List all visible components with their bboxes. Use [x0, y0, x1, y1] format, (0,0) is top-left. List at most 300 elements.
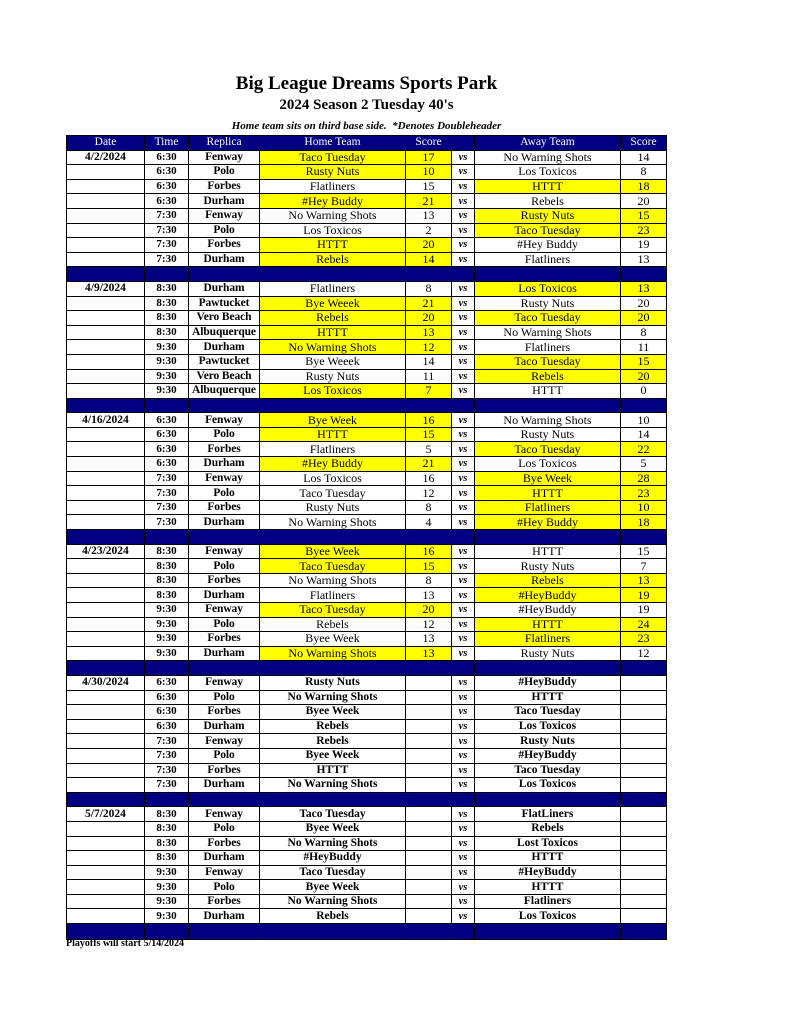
home-score-cell: 16: [406, 545, 452, 559]
vs-label: vs: [452, 151, 475, 165]
home-team-cell: No Warning Shots: [260, 895, 406, 909]
vs-label: vs: [452, 676, 475, 690]
time-cell: 9:30: [145, 618, 189, 632]
time-cell: 7:30: [145, 472, 189, 486]
away-team-cell: Rusty Nuts: [475, 297, 621, 311]
game-row: [67, 720, 666, 735]
time-cell: 8:30: [145, 559, 189, 573]
time-cell: 8:30: [145, 851, 189, 865]
away-score-cell: 22: [621, 442, 666, 456]
week-separator-row: [67, 399, 666, 414]
time-cell: 8:30: [145, 297, 189, 311]
home-score-cell: [406, 851, 452, 865]
home-team-cell: #Hey Buddy: [260, 457, 406, 471]
date-cell: [67, 588, 145, 602]
separator-cell: [189, 399, 260, 413]
date-cell: 5/7/2024: [67, 807, 145, 821]
away-score-cell: 7: [640, 559, 647, 573]
time-cell: 7:30: [145, 778, 189, 792]
replica-cell: Durham: [189, 457, 260, 471]
home-team-cell: Los Toxicos: [260, 224, 406, 238]
away-score-cell: 15: [637, 544, 650, 558]
home-score-cell: 20: [406, 603, 452, 617]
schedule-table: [66, 135, 667, 940]
home-score-cell: [406, 764, 452, 778]
time-cell: 8:30: [145, 807, 189, 821]
date-cell: 4/2/2024: [67, 151, 145, 165]
game-row: [67, 588, 666, 603]
game-row: [67, 486, 666, 501]
vs-label: vs: [452, 326, 475, 340]
season-subtitle: 2024 Season 2 Tuesday 40's: [279, 97, 454, 113]
time-cell: 6:30: [145, 720, 189, 734]
home-score-cell: 20: [406, 311, 452, 325]
date-cell: 4/23/2024: [67, 545, 145, 559]
away-score-cell: [621, 909, 666, 923]
time-cell: 6:30: [145, 151, 189, 165]
home-team-cell: Byee Week: [260, 822, 406, 836]
game-row: [67, 807, 666, 822]
game-row: [67, 691, 666, 706]
game-row: [67, 282, 666, 297]
vs-label: vs: [452, 253, 475, 267]
away-score-cell: 28: [621, 472, 666, 486]
game-row: [67, 764, 666, 779]
separator-cell: [406, 793, 452, 807]
date-cell: [67, 297, 145, 311]
separator-cell: [260, 924, 406, 939]
date-cell: [67, 647, 145, 661]
date-cell: [67, 691, 145, 705]
vs-label: vs: [452, 428, 475, 442]
away-score-cell: [621, 676, 666, 690]
date-cell: [67, 224, 145, 238]
replica-cell: Forbes: [189, 442, 260, 456]
game-row: [67, 442, 666, 457]
home-score-cell: 13: [406, 588, 452, 602]
home-score-cell: 13: [406, 326, 452, 340]
date-cell: [67, 238, 145, 252]
home-score-cell: [406, 837, 452, 851]
header-replica: Replica: [189, 136, 260, 150]
home-team-cell: Rebels: [260, 311, 406, 325]
away-team-cell: Flatliners: [475, 253, 621, 267]
game-row: [67, 705, 666, 720]
vs-label: vs: [452, 355, 475, 369]
time-cell: 8:30: [145, 574, 189, 588]
separator-cell: [145, 924, 189, 939]
separator-cell: [406, 924, 452, 939]
away-team-cell: #HeyBuddy: [475, 588, 621, 602]
time-cell: 9:30: [145, 355, 189, 369]
away-score-cell: 14: [637, 150, 650, 164]
vs-label: vs: [452, 764, 475, 778]
date-cell: [67, 705, 145, 719]
home-team-cell: Taco Tuesday: [260, 151, 406, 165]
date-cell: [67, 851, 145, 865]
home-team-cell: Bye Weeek: [260, 355, 406, 369]
home-team-cell: Flatliners: [260, 588, 406, 602]
replica-cell: Fenway: [189, 545, 260, 559]
header-home-team: Home Team: [260, 136, 406, 150]
replica-cell: Fenway: [189, 866, 260, 880]
replica-cell: Durham: [189, 340, 260, 354]
time-cell: 8:30: [145, 282, 189, 296]
vs-label: vs: [452, 574, 475, 588]
home-score-cell: 13: [406, 647, 452, 661]
home-score-cell: 4: [406, 515, 452, 529]
home-score-cell: [406, 720, 452, 734]
week-separator-row: [67, 793, 666, 808]
home-score-cell: 8: [406, 282, 452, 296]
home-score-cell: 12: [406, 340, 452, 354]
game-row: [67, 457, 666, 472]
home-team-cell: HTTT: [260, 428, 406, 442]
replica-cell: Forbes: [189, 238, 260, 252]
away-score-cell: 19: [637, 238, 650, 252]
game-row: [67, 165, 666, 180]
replica-cell: Polo: [189, 165, 260, 179]
away-score-cell: 20: [637, 296, 650, 310]
replica-cell: Forbes: [189, 837, 260, 851]
time-cell: 9:30: [145, 384, 189, 398]
time-cell: 7:30: [145, 749, 189, 763]
home-team-cell: Los Toxicos: [260, 472, 406, 486]
game-row: [67, 326, 666, 341]
game-row: [67, 545, 666, 560]
home-score-cell: 16: [406, 413, 452, 427]
replica-cell: Polo: [189, 822, 260, 836]
vs-label: vs: [452, 224, 475, 238]
date-cell: [67, 486, 145, 500]
away-score-cell: [621, 778, 666, 792]
separator-cell: [475, 924, 621, 939]
home-score-cell: 13: [406, 632, 452, 646]
date-cell: [67, 837, 145, 851]
vs-label: vs: [452, 807, 475, 821]
game-row: [67, 224, 666, 239]
date-cell: [67, 574, 145, 588]
date-cell: [67, 880, 145, 894]
away-team-cell: #HeyBuddy: [475, 749, 621, 763]
home-team-cell: No Warning Shots: [260, 691, 406, 705]
replica-cell: Durham: [189, 515, 260, 529]
away-team-cell: HTTT: [475, 851, 621, 865]
time-cell: 8:30: [145, 837, 189, 851]
home-team-cell: HTTT: [260, 326, 406, 340]
home-score-cell: 21: [406, 194, 452, 208]
away-team-cell: HTTT: [475, 691, 621, 705]
replica-cell: Vero Beach: [189, 311, 260, 325]
date-cell: [67, 428, 145, 442]
away-score-cell: 18: [621, 515, 666, 529]
time-cell: 7:30: [145, 209, 189, 223]
vs-label: vs: [452, 457, 475, 471]
game-row: [67, 340, 666, 355]
home-team-cell: No Warning Shots: [260, 837, 406, 851]
time-cell: 8:30: [145, 311, 189, 325]
vs-label: vs: [452, 442, 475, 456]
time-cell: 9:30: [145, 866, 189, 880]
separator-cell: [621, 267, 666, 281]
vs-label: vs: [452, 165, 475, 179]
game-row: [67, 209, 666, 224]
header-time: Time: [145, 136, 189, 150]
vs-label: vs: [452, 515, 475, 529]
away-team-cell: Taco Tuesday: [475, 442, 621, 456]
away-score-cell: [621, 895, 666, 909]
vs-label: vs: [452, 282, 475, 296]
home-team-cell: Rebels: [260, 618, 406, 632]
week-separator-row: [67, 924, 666, 939]
game-row: [67, 194, 666, 209]
separator-cell: [452, 399, 475, 413]
date-cell: [67, 209, 145, 223]
replica-cell: Fenway: [189, 734, 260, 748]
separator-cell: [475, 661, 621, 675]
time-cell: 9:30: [145, 647, 189, 661]
time-cell: 8:30: [145, 588, 189, 602]
separator-cell: [189, 793, 260, 807]
replica-cell: Polo: [189, 224, 260, 238]
game-row: [67, 778, 666, 793]
date-cell: [67, 734, 145, 748]
home-score-cell: 8: [406, 574, 452, 588]
vs-label: vs: [452, 647, 475, 661]
home-team-cell: Byee Week: [260, 705, 406, 719]
time-cell: 6:30: [145, 676, 189, 690]
vs-label: vs: [452, 632, 475, 646]
replica-cell: Durham: [189, 282, 260, 296]
away-team-cell: #HeyBuddy: [475, 866, 621, 880]
home-team-cell: Rebels: [260, 253, 406, 267]
time-cell: 6:30: [145, 705, 189, 719]
away-team-cell: HTTT: [475, 180, 621, 194]
replica-cell: Fenway: [189, 603, 260, 617]
time-cell: 9:30: [145, 603, 189, 617]
vs-label: vs: [452, 340, 475, 354]
replica-cell: Albuquerque: [189, 326, 260, 340]
home-score-cell: [406, 749, 452, 763]
away-score-cell: 24: [621, 618, 666, 632]
date-cell: [67, 632, 145, 646]
date-cell: [67, 340, 145, 354]
away-team-cell: Flatliners: [475, 895, 621, 909]
away-team-cell: Rusty Nuts: [475, 734, 621, 748]
separator-cell: [189, 924, 260, 939]
away-team-cell: Flatliners: [475, 501, 621, 515]
game-row: [67, 837, 666, 852]
home-score-cell: 12: [406, 618, 452, 632]
time-cell: 7:30: [145, 734, 189, 748]
game-row: [67, 618, 666, 633]
time-cell: 7:30: [145, 253, 189, 267]
vs-label: vs: [452, 194, 475, 208]
home-team-cell: Byee Week: [260, 632, 406, 646]
vs-label: vs: [452, 837, 475, 851]
home-team-cell: Taco Tuesday: [260, 603, 406, 617]
away-score-cell: [621, 837, 666, 851]
vs-label: vs: [452, 734, 475, 748]
replica-cell: Durham: [189, 253, 260, 267]
separator-cell: [621, 661, 666, 675]
date-cell: [67, 559, 145, 573]
separator-cell: [67, 661, 145, 675]
separator-cell: [145, 267, 189, 281]
home-score-cell: 14: [406, 355, 452, 369]
home-score-cell: [406, 909, 452, 923]
separator-cell: [406, 267, 452, 281]
separator-cell: [145, 530, 189, 544]
away-score-cell: 23: [621, 632, 666, 646]
time-cell: 7:30: [145, 515, 189, 529]
date-cell: [67, 194, 145, 208]
separator-cell: [67, 793, 145, 807]
time-cell: 6:30: [145, 413, 189, 427]
away-team-cell: Los Toxicos: [475, 165, 621, 179]
away-team-cell: Taco Tuesday: [475, 764, 621, 778]
separator-cell: [452, 661, 475, 675]
vs-label: vs: [452, 559, 475, 573]
home-team-cell: Flatliners: [260, 442, 406, 456]
home-team-cell: Los Toxicos: [260, 384, 406, 398]
game-row: [67, 413, 666, 428]
vs-label: vs: [452, 778, 475, 792]
vs-label: vs: [452, 895, 475, 909]
game-row: [67, 180, 666, 195]
separator-cell: [145, 793, 189, 807]
vs-label: vs: [452, 822, 475, 836]
date-cell: [67, 909, 145, 923]
date-cell: [67, 442, 145, 456]
date-cell: [67, 311, 145, 325]
date-cell: [67, 778, 145, 792]
separator-cell: [67, 530, 145, 544]
time-cell: 9:30: [145, 895, 189, 909]
home-team-cell: Rusty Nuts: [260, 165, 406, 179]
away-team-cell: Rusty Nuts: [475, 209, 621, 223]
away-team-cell: No Warning Shots: [475, 413, 621, 427]
away-team-cell: HTTT: [475, 384, 621, 398]
vs-label: vs: [452, 180, 475, 194]
vs-label: vs: [452, 238, 475, 252]
away-score-cell: 15: [621, 355, 666, 369]
home-score-cell: 16: [406, 472, 452, 486]
replica-cell: Forbes: [189, 895, 260, 909]
header-home-score: Score: [406, 136, 452, 150]
vs-label: vs: [452, 588, 475, 602]
separator-cell: [260, 661, 406, 675]
time-cell: 7:30: [145, 238, 189, 252]
replica-cell: Durham: [189, 194, 260, 208]
away-score-cell: [621, 822, 666, 836]
date-cell: 4/9/2024: [67, 282, 145, 296]
away-team-cell: Flatliners: [475, 632, 621, 646]
away-score-cell: 23: [621, 486, 666, 500]
time-cell: 9:30: [145, 880, 189, 894]
away-team-cell: Rusty Nuts: [475, 428, 621, 442]
home-team-cell: No Warning Shots: [260, 778, 406, 792]
vs-label: vs: [452, 311, 475, 325]
separator-cell: [452, 530, 475, 544]
away-score-cell: [621, 880, 666, 894]
replica-cell: Polo: [189, 691, 260, 705]
separator-cell: [621, 924, 666, 939]
away-score-cell: 10: [621, 501, 666, 515]
time-cell: 8:30: [145, 545, 189, 559]
game-row: [67, 501, 666, 516]
away-team-cell: #Hey Buddy: [475, 238, 621, 252]
date-cell: [67, 472, 145, 486]
home-team-cell: Flatliners: [260, 180, 406, 194]
date-cell: [67, 749, 145, 763]
home-team-cell: Taco Tuesday: [260, 559, 406, 573]
away-team-cell: No Warning Shots: [475, 151, 621, 165]
time-cell: 6:30: [145, 442, 189, 456]
home-team-cell: Rusty Nuts: [260, 501, 406, 515]
home-score-cell: 15: [406, 180, 452, 194]
vs-label: vs: [452, 880, 475, 894]
date-cell: [67, 764, 145, 778]
game-row: [67, 647, 666, 662]
replica-cell: Polo: [189, 559, 260, 573]
game-row: [67, 355, 666, 370]
away-team-cell: Rusty Nuts: [475, 559, 621, 573]
home-score-cell: [406, 880, 452, 894]
away-team-cell: No Warning Shots: [475, 326, 621, 340]
away-score-cell: [621, 705, 666, 719]
home-score-cell: [406, 778, 452, 792]
separator-cell: [260, 267, 406, 281]
home-score-cell: [406, 691, 452, 705]
time-cell: 8:30: [145, 822, 189, 836]
separator-cell: [67, 924, 145, 939]
home-score-cell: [406, 734, 452, 748]
away-score-cell: [621, 720, 666, 734]
away-score-cell: 8: [640, 165, 647, 179]
time-cell: 6:30: [145, 180, 189, 194]
away-team-cell: HTTT: [475, 618, 621, 632]
vs-label: vs: [452, 603, 475, 617]
away-score-cell: 0: [640, 384, 647, 398]
separator-cell: [475, 399, 621, 413]
away-team-cell: HTTT: [475, 545, 621, 559]
away-team-cell: Taco Tuesday: [475, 224, 621, 238]
game-row: [67, 574, 666, 589]
vs-label: vs: [452, 370, 475, 384]
replica-cell: Forbes: [189, 764, 260, 778]
away-score-cell: 12: [637, 646, 650, 661]
date-cell: [67, 603, 145, 617]
game-row: [67, 909, 666, 924]
away-score-cell: 13: [621, 282, 666, 296]
away-team-cell: Los Toxicos: [475, 282, 621, 296]
time-cell: 9:30: [145, 909, 189, 923]
replica-cell: Fenway: [189, 151, 260, 165]
home-team-cell: Taco Tuesday: [260, 486, 406, 500]
time-cell: 9:30: [145, 370, 189, 384]
time-cell: 6:30: [145, 457, 189, 471]
game-row: [67, 880, 666, 895]
away-team-cell: Los Toxicos: [475, 457, 621, 471]
away-score-cell: 8: [640, 325, 647, 340]
away-team-cell: Los Toxicos: [475, 720, 621, 734]
date-cell: [67, 895, 145, 909]
page-title: Big League Dreams Sports Park: [235, 73, 498, 94]
replica-cell: Pawtucket: [189, 297, 260, 311]
replica-cell: Fenway: [189, 472, 260, 486]
header-row: [67, 136, 666, 151]
